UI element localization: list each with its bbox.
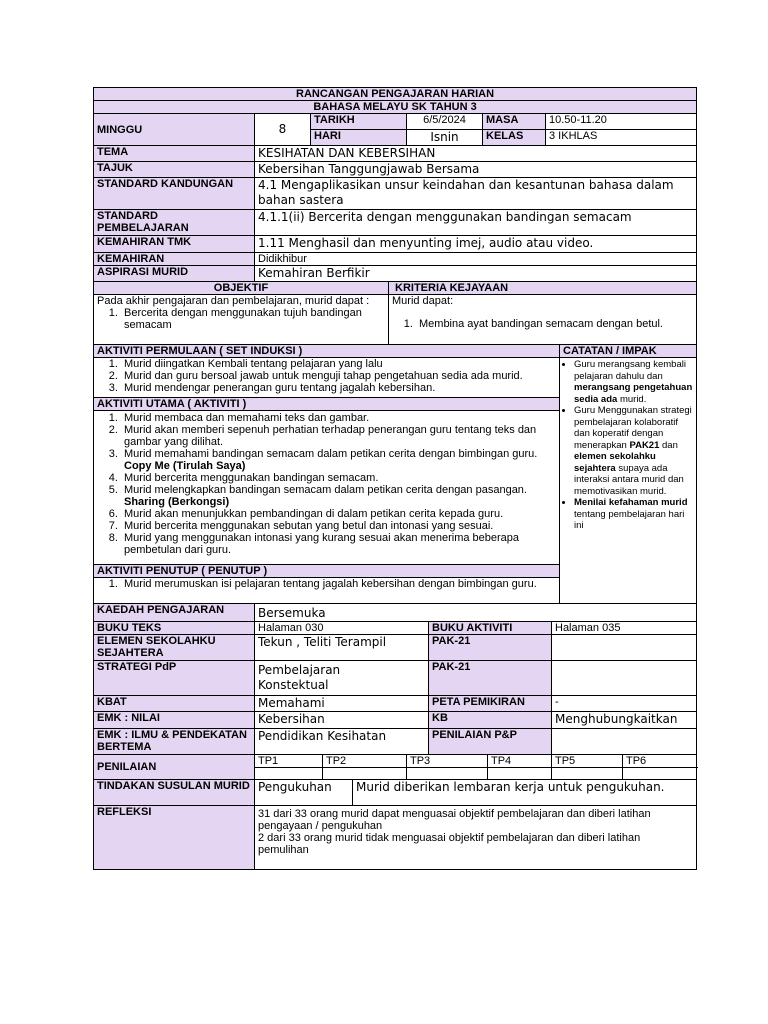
buku-aktiviti-label: BUKU AKTIVITI <box>429 622 552 635</box>
tarikh-label: TARIKH <box>311 114 407 130</box>
emk-ilmu-label: EMK : ILMU & PENDEKATAN BERTEMA <box>94 729 255 755</box>
kbat-value: Memahami <box>255 696 429 712</box>
hari-value: Isnin <box>407 130 483 146</box>
objektif-item: 1. Bercerita dengan menggunakan tujuh bandingan semacam <box>121 307 385 331</box>
emk-nilai-label: EMK : NILAI <box>94 712 255 729</box>
tp-cell: TP5 <box>552 755 623 768</box>
tp-cell: TP4 <box>488 755 552 768</box>
activities-content <box>94 358 560 604</box>
tema-label: TEMA <box>94 146 255 162</box>
minggu-label: MINGGU <box>94 114 255 146</box>
kriteria-content <box>389 295 697 345</box>
tindakan-value-2: Murid diberikan lembaran kerja untuk pengukuhan. <box>353 780 697 806</box>
catatan-item: • Guru Menggunakan strategi pembelajaran kolaboratif dan koperatif dengan menerapkan PAK21 dan elemen sekolahku sejahtera supaya ada interaksi antara murid dan memotivasikan murid. <box>574 405 693 497</box>
kb-label: KB <box>429 712 552 729</box>
sp-value: 4.1.1(ii) Bercerita dengan menggunakan bandingan semacam <box>255 210 697 236</box>
refleksi-content <box>255 806 697 870</box>
aspirasi-label: ASPIRASI MURID <box>94 266 255 282</box>
tema-value: KESIHATAN DAN KEBERSIHAN <box>255 146 697 162</box>
strategi-label: STRATEGI PdP <box>94 661 255 696</box>
utama-item: 2. Murid akan memberi sepenuh perhatian terhadap penerangan guru tentang teks dan gambar yang dilihat. <box>121 424 556 448</box>
utama-item: 3. Murid memahami bandingan semacam dalam petikan cerita dengan bimbingan guru. Copy Me (Tirulah Saya) <box>121 448 556 472</box>
permulaan-item: 1. Murid diingatkan Kembali tentang pelajaran yang lalu <box>121 358 556 370</box>
penilaian-pp-label: PENILAIAN P&P <box>429 729 552 755</box>
permulaan-label: AKTIVITI PERMULAAN ( SET INDUKSI ) <box>94 345 560 358</box>
catatan-item: • Guru merangsang kembali pelajaran dahulu dan merangsang pengetahuan sedia ada murid. <box>574 359 693 405</box>
tp-cell: TP3 <box>407 755 488 768</box>
penilaian-label: PENILAIAN <box>94 755 255 780</box>
utama-label: AKTIVITI UTAMA ( AKTIVITI ) <box>94 397 559 411</box>
strategi-value: Pembelajaran Konstektual <box>255 661 429 696</box>
minggu-value: 8 <box>255 114 311 146</box>
permulaan-item: 3. Murid mendengar penerangan guru tentang jagalah kebersihan. <box>121 382 556 394</box>
elemen-value: Tekun , Teliti Terampil <box>255 635 429 661</box>
plan-title: RANCANGAN PENGAJARAN HARIAN <box>94 88 697 101</box>
tindakan-label: TINDAKAN SUSULAN MURID <box>94 780 255 806</box>
refleksi-label: REFLEKSI <box>94 806 255 870</box>
kaedah-value: Bersemuka <box>255 604 697 622</box>
kriteria-label: KRITERIA KEJAYAAN <box>389 282 697 295</box>
top-table <box>93 87 697 146</box>
lesson-plan <box>93 87 696 870</box>
utama-item: 6. Murid akan menunjukkan pembandingan di dalam petikan cerita kepada guru. <box>121 508 556 520</box>
catatan-label: CATATAN / IMPAK <box>560 345 697 358</box>
sp-label: STANDARD PEMBELAJARAN <box>94 210 255 236</box>
pak21-value-2 <box>552 661 697 696</box>
masa-value: 10.50-11.20 <box>546 114 697 130</box>
utama-item: 7. Murid bercerita menggunakan sebutan yang betul dan intonasi yang sesuai. <box>121 520 556 532</box>
objektif-label: OBJEKTIF <box>94 282 389 295</box>
pak21-label-1: PAK-21 <box>429 635 552 661</box>
tarikh-value: 6/5/2024 <box>407 114 483 130</box>
kaedah-label: KAEDAH PENGAJARAN <box>94 604 255 622</box>
pak21-value-1 <box>552 635 697 661</box>
tindakan-value-1: Pengukuhan <box>255 780 353 806</box>
peta-value: - <box>552 696 697 712</box>
activities-table <box>93 344 697 604</box>
kelas-label: KELAS <box>483 130 546 146</box>
utama-item: 5. Murid melengkapkan bandingan semacam dalam petikan cerita dengan pasangan. Sharing (Berkongsi) <box>121 484 556 508</box>
utama-item: 8. Murid yang menggunakan intonasi yang kurang sesuai akan menerima beberapa pembetulan dari guru. <box>121 532 556 556</box>
tp-cell: TP2 <box>323 755 407 768</box>
bottom-table <box>93 603 697 870</box>
pak21-label-2: PAK-21 <box>429 661 552 696</box>
tmk-value: 1.11 Menghasil dan menyunting imej, audio atau video. <box>255 236 697 253</box>
utama-item: 4. Murid bercerita menggunakan bandingan semacam. <box>121 472 556 484</box>
kb-value: Menghubungkaitkan <box>552 712 697 729</box>
tp-cell: TP6 <box>623 755 697 768</box>
buku-aktiviti-value: Halaman 035 <box>552 622 697 635</box>
kemahiran-value: Didikhibur <box>255 253 697 266</box>
buku-teks-value: Halaman 030 <box>255 622 429 635</box>
elemen-label: ELEMEN SEKOLAHKU SEJAHTERA <box>94 635 255 661</box>
penilaian-pp-value <box>552 729 697 755</box>
catatan-content <box>560 358 697 604</box>
tajuk-label: TAJUK <box>94 162 255 178</box>
objektif-content <box>94 295 389 345</box>
emk-ilmu-value: Pendidikan Kesihatan <box>255 729 429 755</box>
objektif-table <box>93 281 697 345</box>
tajuk-value: Kebersihan Tanggungjawab Bersama <box>255 162 697 178</box>
penutup-item: 1. Murid merumuskan isi pelajaran tentang jagalah kebersihan dengan bimbingan guru. <box>121 578 556 590</box>
tp-cell: TP1 <box>255 755 323 768</box>
emk-nilai-value: Kebersihan <box>255 712 429 729</box>
kelas-value: 3 IKHLAS <box>546 130 697 146</box>
kriteria-intro: Murid dapat: <box>392 295 454 307</box>
sk-value: 4.1 Mengaplikasikan unsur keindahan dan kesantunan bahasa dalam bahan sastera <box>255 178 697 210</box>
utama-item: 1. Murid membaca dan memahami teks dan gambar. <box>121 412 556 424</box>
penutup-label: AKTIVITI PENUTUP ( PENUTUP ) <box>94 564 559 578</box>
hari-label: HARI <box>311 130 407 146</box>
masa-label: MASA <box>483 114 546 130</box>
tmk-label: KEMAHIRAN TMK <box>94 236 255 253</box>
catatan-item: • Menilai kefahaman murid tentang pembelajaran hari ini <box>574 497 693 532</box>
plan-subtitle: BAHASA MELAYU SK TAHUN 3 <box>94 101 697 114</box>
refleksi-line: 2 dari 33 orang murid tidak menguasai objektif pembelajaran dan diberi latihan pemulihan <box>258 832 641 856</box>
sk-label: STANDARD KANDUNGAN <box>94 178 255 210</box>
kriteria-item: 1. Membina ayat bandingan semacam dengan betul. <box>416 318 693 330</box>
kemahiran-label: KEMAHIRAN <box>94 253 255 266</box>
objektif-intro: Pada akhir pengajaran dan pembelajaran, murid dapat : <box>97 295 370 307</box>
peta-label: PETA PEMIKIRAN <box>429 696 552 712</box>
buku-teks-label: BUKU TEKS <box>94 622 255 635</box>
refleksi-line: 31 dari 33 orang murid dapat menguasai objektif pembelajaran dan diberi latihan pengayaan / pengukuhan <box>258 808 651 832</box>
kbat-label: KBAT <box>94 696 255 712</box>
fields-table <box>93 145 697 282</box>
aspirasi-value: Kemahiran Berfikir <box>255 266 697 282</box>
permulaan-item: 2. Murid dan guru bersoal jawab untuk menguji tahap pengetahuan sedia ada murid. <box>121 370 556 382</box>
